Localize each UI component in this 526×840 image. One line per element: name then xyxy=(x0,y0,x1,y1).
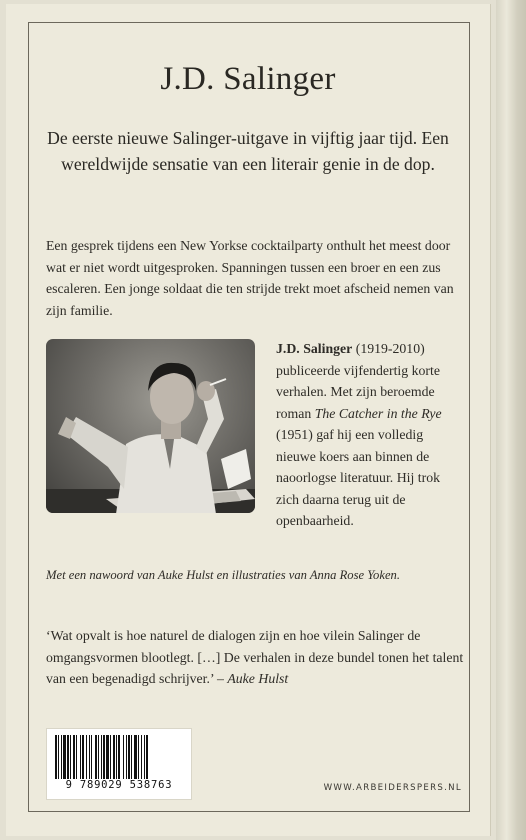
quote-attribution: Auke Hulst xyxy=(227,671,289,686)
back-cover xyxy=(6,4,490,836)
tagline: De eerste nieuwe Salinger-uitgave in vijftig jaar tijd. Een wereldwijde sensatie van een literair genie in de dop. xyxy=(47,128,449,174)
book-blurb: Een gesprek tijdens een New Yorkse cocktailparty onthult het meest door wat er niet wordt uitgesproken. Spanningen tussen een broer en een zus escaleren. Een jonge soldaat die ten strijde trekt moet afscheid nemen van zijn familie. xyxy=(46,238,454,318)
bio-text-part-1: (1919-2010) publiceerde vijfendertig korte verhalen. Met zijn beroemde roman xyxy=(276,341,440,421)
credits-line: Met een nawoord van Auke Hulst en illustraties van Anna Rose Yoken. xyxy=(46,568,400,582)
bio-author-name: J.D. Salinger xyxy=(276,341,353,356)
isbn-number: 9 789029 538763 xyxy=(65,779,173,791)
author-bio xyxy=(276,338,462,532)
author-photo xyxy=(46,339,255,513)
bio-novel-title: The Catcher in the Rye xyxy=(314,405,442,421)
barcode xyxy=(46,728,192,800)
author-name: J.D. Salinger xyxy=(160,61,336,97)
review-quote xyxy=(46,625,466,690)
quote-text: ‘Wat opvalt is hoe naturel de dialogen zijn en hoe vilein Salinger de omgangsvormen blootlegt. […] De verhalen in deze bundel tonen het talent van een begenadigd schrijver.’ – xyxy=(46,628,464,686)
publisher-website: WWW.ARBEIDERSPERS.NL xyxy=(323,783,462,793)
barcode-bars xyxy=(55,735,183,779)
bio-text-part-2: (1951) gaf hij een volledig nieuwe koers aan binnen de naoorlogse literatuur. Hij trok zich daarna terug uit de openbaarheid. xyxy=(276,427,440,528)
book-spine xyxy=(496,0,526,840)
